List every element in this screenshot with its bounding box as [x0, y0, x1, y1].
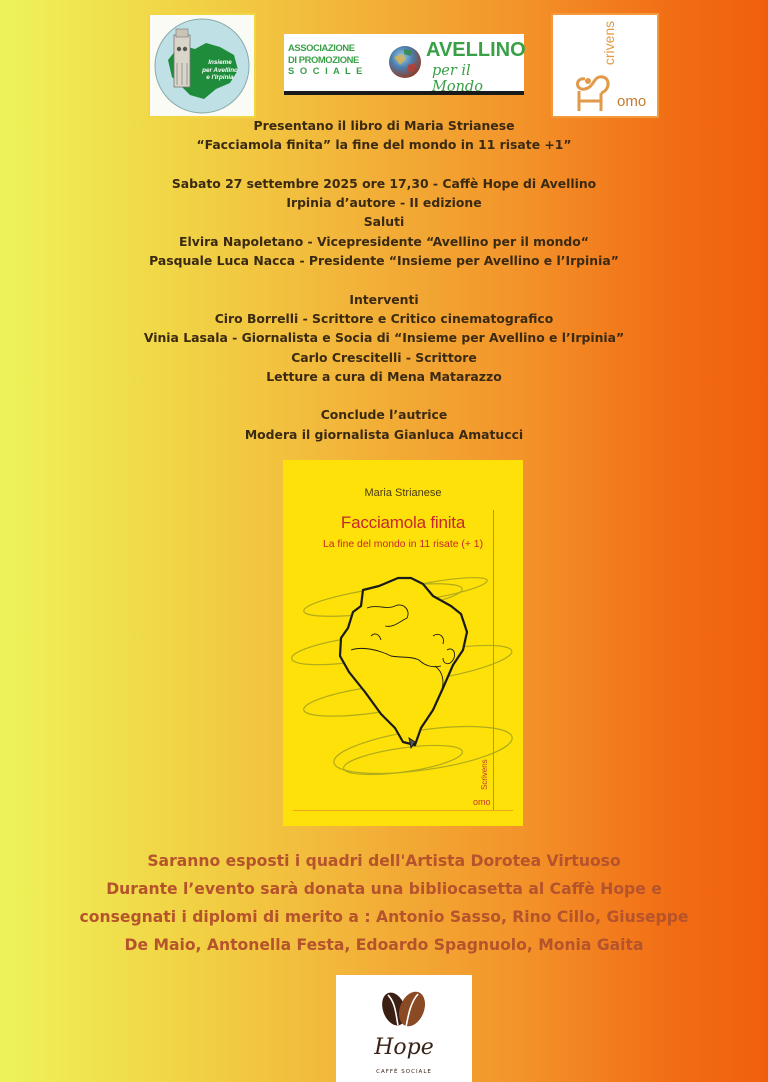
speaker-line: Vinia Lasala - Giornalista e Socia di “Insieme per Avellino e l’Irpinia” [143, 330, 625, 346]
scrivens-vertical-text: crivens [601, 20, 618, 66]
svg-text:Scrivens: Scrivens [480, 759, 489, 790]
insieme-per-avellino-logo [148, 13, 256, 118]
avellino-title: AVELLINO [426, 39, 526, 61]
cover-frame-line [493, 510, 494, 810]
speaker-line: Ciro Borrelli - Scrittore e Critico cinematografico [214, 310, 554, 326]
coffee-bean-heart-icon [376, 989, 432, 1033]
avellino-subtitle: per il Mondo [432, 63, 483, 95]
diplomas-note: De Maio, Antonella Festa, Edoardo Spagnuolo, Monia Gaita [124, 936, 644, 954]
insieme-logo-text: per Avellino [202, 66, 238, 74]
greeting-speaker: Elvira Napoletano - Vicepresidente “Avellino per il mondo“ [179, 233, 589, 249]
scrivens-bottom-text: omo [617, 93, 647, 110]
book-cover [283, 460, 523, 826]
greetings-heading: Saluti [363, 214, 405, 230]
event-series: Irpinia d’autore - II edizione [286, 195, 482, 211]
exhibition-note: Saranno esposti i quadri dell'Artista Dorotea Virtuoso [147, 852, 621, 870]
readings-line: Letture a cura di Mena Matarazzo [266, 368, 502, 384]
diplomas-note: consegnati i diplomi di merito a : Antonio Sasso, Rino Cillo, Giuseppe [79, 908, 689, 926]
hope-wordmark: Hope [374, 1035, 434, 1060]
interventions-heading: Interventi [349, 291, 419, 307]
moderator-line: Modera il giornalista Gianluca Amatucci [244, 426, 524, 442]
svg-text:omo: omo [473, 797, 491, 807]
association-label: ASSOCIAZIONE [288, 42, 355, 53]
event-date-location: Sabato 27 settembre 2025 ore 17,30 - Caffè Hope di Avellino [171, 175, 597, 191]
spinning-top-globe-illustration [283, 460, 523, 826]
event-info [0, 116, 768, 444]
scrivens-homo-logo [551, 13, 659, 118]
greeting-speaker: Pasquale Luca Nacca - Presidente “Insieme per Avellino e l’Irpinia” [149, 253, 619, 269]
book-title-line: “Facciamola finita” la fine del mondo in 11 risate +1” [196, 137, 572, 153]
hope-tagline: CAFFÈ SOCIALE [376, 1069, 432, 1075]
cover-frame-line [293, 810, 513, 811]
insieme-logo-text: Insieme [208, 59, 232, 66]
donation-note: Durante l’evento sarà donata una bibliocasetta al Caffè Hope e [106, 880, 662, 898]
speaker-line: Carlo Crescitelli - Scrittore [291, 349, 477, 365]
insieme-logo-text: e l'Irpinia [206, 74, 234, 81]
intro-line: Presentano il libro di Maria Strianese [253, 118, 515, 133]
book-subtitle: La fine del mondo in 11 risate (+ 1) [322, 539, 484, 550]
scrivens-figure-icon [571, 71, 617, 113]
association-label: S O C I A L E [288, 65, 364, 76]
event-notes [0, 847, 768, 959]
book-title: Facciamola finita [340, 513, 466, 532]
closing-line: Conclude l’autrice [320, 407, 448, 423]
association-label: DI PROMOZIONE [288, 53, 359, 65]
book-author: Maria Strianese [364, 487, 442, 499]
hope-caffe-logo [336, 975, 472, 1082]
avellino-per-il-mondo-logo [284, 34, 524, 95]
globe-flags-icon [388, 45, 422, 79]
